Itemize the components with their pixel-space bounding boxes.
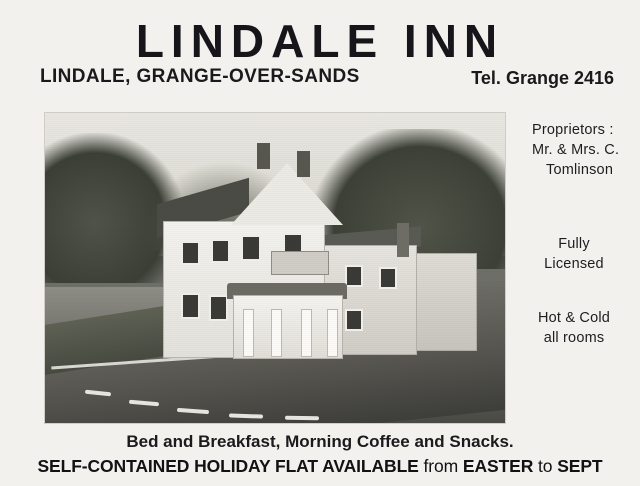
licence-line-2: Licensed bbox=[544, 256, 604, 272]
photo-window bbox=[345, 265, 363, 287]
photo-window bbox=[379, 267, 397, 289]
photo-porch-pillar bbox=[301, 309, 312, 357]
right-info-column bbox=[518, 120, 630, 382]
location-line: LINDALE, GRANGE-OVER-SANDS bbox=[40, 66, 360, 87]
photo-chimney bbox=[257, 143, 270, 169]
proprietors-block bbox=[532, 120, 630, 180]
holiday-flat-from: from bbox=[423, 456, 459, 476]
holiday-flat-main: SELF-CONTAINED HOLIDAY FLAT AVAILABLE bbox=[37, 456, 419, 476]
photo-window bbox=[211, 239, 230, 263]
licence-block bbox=[518, 234, 630, 274]
photo-chimney bbox=[397, 223, 409, 257]
water-line-1: Hot & Cold bbox=[537, 310, 611, 326]
photo-window bbox=[209, 295, 228, 321]
holiday-flat-sept: SEPT bbox=[557, 456, 603, 476]
road-marking bbox=[285, 416, 319, 421]
hot-cold-water-block bbox=[518, 308, 630, 348]
proprietors-label: Proprietors : bbox=[532, 122, 614, 138]
photo-porch-pillar bbox=[271, 309, 282, 357]
photo-window bbox=[345, 309, 363, 331]
holiday-flat-easter: EASTER bbox=[462, 456, 534, 476]
photo-porch-pillar bbox=[243, 309, 254, 357]
page-title: LINDALE INN bbox=[135, 15, 505, 67]
photo-gable bbox=[231, 163, 343, 225]
photo-chimney bbox=[297, 151, 310, 177]
proprietors-name-line-1: Mr. & Mrs. C. bbox=[532, 142, 620, 158]
services-line: Bed and Breakfast, Morning Coffee and Snacks. bbox=[126, 432, 514, 451]
photo-window bbox=[241, 235, 261, 261]
photo-porch-pillar bbox=[327, 309, 338, 357]
holiday-flat-line bbox=[0, 456, 640, 477]
photo-window bbox=[181, 241, 200, 265]
holiday-flat-to: to bbox=[538, 456, 553, 476]
photo-inn-sign bbox=[271, 251, 329, 275]
photo-window bbox=[181, 293, 200, 319]
water-line-2: all rooms bbox=[543, 330, 605, 346]
proprietors-name-line-2: Tomlinson bbox=[546, 162, 614, 178]
inn-photograph bbox=[44, 112, 506, 424]
telephone-line: Tel. Grange 2416 bbox=[471, 68, 614, 88]
licence-line-1: Fully bbox=[558, 236, 590, 252]
